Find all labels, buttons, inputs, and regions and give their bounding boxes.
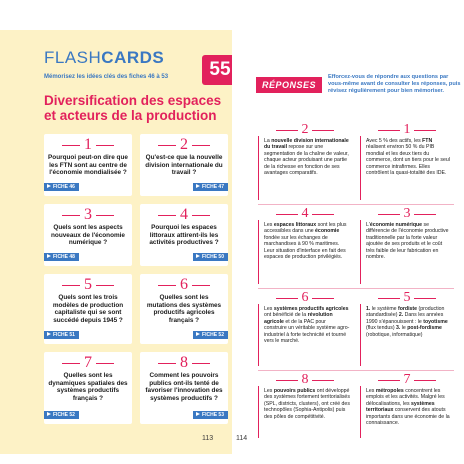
answer-3 — [360, 206, 454, 284]
arrow-right-icon — [196, 184, 200, 188]
question-card-8[interactable] — [140, 352, 228, 424]
card-question: Pourquoi les espaces littoraux attirent-ils les activités productives ? — [149, 224, 219, 247]
card-question: Quelles sont les mutations des systèmes productifs agricoles français ? — [146, 294, 222, 324]
row-divider — [258, 204, 454, 205]
card-number: 3 — [44, 206, 132, 224]
arrow-right-icon — [47, 332, 51, 336]
answer-rule — [258, 304, 259, 366]
question-card-6[interactable] — [140, 274, 228, 344]
card-question: Quelles sont les dynamiques spatiales des systèmes productifs français ? — [48, 372, 128, 402]
flashcards-subtitle: Mémorisez les idées clés des fiches 46 à 53 — [44, 74, 169, 80]
card-number: 7 — [44, 354, 132, 372]
answer-2 — [258, 122, 352, 200]
book-spread — [0, 30, 464, 454]
arrow-right-icon — [196, 332, 200, 336]
question-card-4[interactable] — [140, 204, 228, 266]
answer-5 — [360, 290, 454, 366]
left-page — [0, 30, 232, 454]
answer-rule — [360, 220, 361, 284]
fiche-tag[interactable]: FICHE 51 — [44, 331, 79, 339]
answer-number: 6 — [258, 290, 352, 306]
card-question: Quels sont les aspects nouveaux de l'économie numérique ? — [51, 224, 125, 247]
card-number: 2 — [140, 136, 228, 154]
answer-text: Les métropoles concentrent les emplois et les activités. Malgré les délocalisations, les systèmes territoriaux conservent des atouts importants dans une économie de la connaissance. — [366, 388, 450, 427]
arrow-right-icon — [47, 254, 51, 258]
arrow-right-icon — [196, 254, 200, 258]
card-question: Comment les pouvoirs publics ont-ils tenté de favoriser l'innovation des systèmes productifs ? — [145, 372, 223, 402]
card-question: Qu'est-ce que la nouvelle division internationale du travail ? — [145, 154, 223, 177]
question-card-3[interactable] — [44, 204, 132, 266]
fiche-tag[interactable]: FICHE 53 — [193, 411, 228, 419]
question-card-2[interactable] — [140, 134, 228, 196]
answer-text: 1. le système fordiste (production standardisée) 2. Dans les années 1990 s'épanouissent : le toyotisme (flux tendus) 3. le post-fordisme (robotique, informatique) — [366, 306, 448, 338]
answer-6 — [258, 290, 352, 366]
answer-8 — [258, 372, 352, 438]
arrow-right-icon — [47, 184, 51, 188]
sheet-number-badge: 55 — [202, 55, 238, 85]
arrow-right-icon — [196, 412, 200, 416]
flashcards-title: FLASHCARDS — [44, 48, 165, 67]
fiche-tag[interactable]: FICHE 47 — [193, 183, 228, 191]
row-divider — [258, 370, 454, 371]
fiche-tag[interactable]: FICHE 50 — [193, 253, 228, 261]
answer-rule — [360, 136, 361, 200]
answer-number: 8 — [258, 372, 352, 388]
answers-badge: RÉPONSES — [256, 77, 322, 93]
answer-number: 2 — [258, 122, 352, 138]
answer-text: Les pouvoirs publics ont développé des systèmes fortement territorialisés (SPL, districts, clusters), ont créé des technopôles (Sophia-Antipolis) puis des pôles de compétitivité. — [264, 388, 350, 420]
answer-rule — [258, 136, 259, 200]
page-number-right: 114 — [236, 435, 248, 442]
answer-number: 1 — [360, 122, 454, 138]
answer-number: 5 — [360, 290, 454, 306]
page-number-left: 113 — [202, 435, 214, 442]
answer-number: 3 — [360, 206, 454, 222]
answer-rule — [360, 386, 361, 438]
right-page — [232, 30, 464, 454]
card-number: 5 — [44, 276, 132, 294]
answers-intro: Efforcez-vous de répondre aux questions par vous-même avant de consulter les réponses, puis révisez régulièrement pour bien mémoriser. — [328, 74, 461, 94]
question-card-5[interactable] — [44, 274, 132, 344]
answer-1 — [360, 122, 454, 200]
answer-text: La nouvelle division internationale du travail repose sur une segmentation de la chaîne de valeur, chaque acteur produisant une partie de la richesse en fonction de ses avantages comparatifs. — [264, 138, 349, 177]
answer-4 — [258, 206, 352, 284]
flashcards-header — [44, 48, 164, 68]
answer-text: Les espaces littoraux sont les plus accessibles dans une économie fondée sur les échanges de marchandises à 90 % maritimes. Leur situation d'interface en fait des espaces de production privilégiés. — [264, 222, 347, 261]
card-question: Pourquoi peut-on dire que les FTN sont au centre de l'économie mondialisée ? — [48, 154, 128, 177]
answer-rule — [258, 386, 259, 438]
answer-7 — [360, 372, 454, 438]
arrow-right-icon — [47, 412, 51, 416]
fiche-tag[interactable]: FICHE 52 — [193, 331, 228, 339]
answer-text: L'économie numérique se différencie de l'économie productive traditionnelle par la forte valeur ajoutée de ses produits et le coût très faible de leur fabrication en nombre. — [366, 222, 449, 261]
row-divider — [258, 288, 454, 289]
card-number: 4 — [140, 206, 228, 224]
answer-rule — [360, 304, 361, 366]
question-card-7[interactable] — [44, 352, 132, 424]
card-number: 1 — [44, 136, 132, 154]
answer-number: 4 — [258, 206, 352, 222]
fiche-tag[interactable]: FICHE 46 — [44, 183, 79, 191]
question-card-1[interactable] — [44, 134, 132, 196]
answer-rule — [258, 220, 259, 284]
fiche-tag[interactable]: FICHE 52 — [44, 411, 79, 419]
answer-text: Avec 5 % des actifs, les FTN réalisent environ 50 % du PIB mondial et les deux tiers du commerce, dont un tiers pour le seul commerce intrafirmes. Elles contrôlent la quasi-totalité des IDE. — [366, 138, 450, 177]
section-title: Diversification des espaces et acteurs de la production — [44, 93, 222, 123]
card-number: 8 — [140, 354, 228, 372]
card-question: Quels sont les trois modèles de production capitaliste qui se sont succédé depuis 1945 ? — [52, 294, 124, 324]
fiche-tag[interactable]: FICHE 48 — [44, 253, 79, 261]
answer-number: 7 — [360, 372, 454, 388]
answer-text: Les systèmes productifs agricoles ont bénéficié de la révolution agricole et de la PAC pour construire un véritable système agro-industriel à forte technicité et tourné vers le marché. — [264, 306, 350, 345]
card-number: 6 — [140, 276, 228, 294]
